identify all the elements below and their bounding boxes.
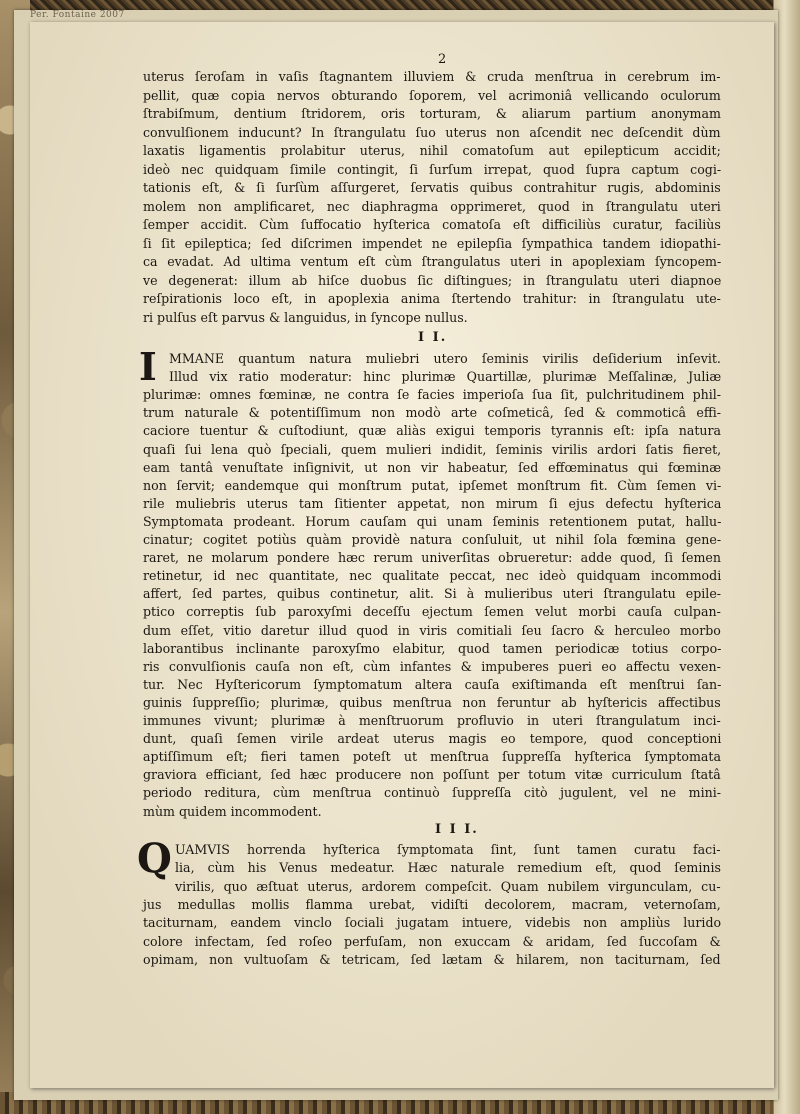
text-line: ſemper accidit. Cùm ſuffocatio hyſterica comatoſa eſt difficiliùs curatur, faciliùs [143, 217, 721, 232]
text-line: raret, ne molarum pondere hæc rerum univerſitas obrueretur: adde quod, ſi ſemen [143, 550, 721, 566]
text-line: eam tantâ venuſtate inſignivit, ut non vir habeatur, ſed effœminatus qui fœminæ [143, 459, 722, 475]
text-line: ri pulſus eſt parvus & languidus, in ſyncope nullus. [143, 309, 468, 325]
text-line: pellit, quæ copia nervos obturando ſoporem, vel acrimoniâ vellicando oculorum [143, 87, 721, 103]
dropcap-section-2: I [139, 344, 157, 389]
text-line: colore infectam, ſed roſeo perfuſam, non exuccam & aridam, ſed ſuccoſam & [143, 933, 721, 949]
text-line: ve degenerat: illum ab hiſce duobus ſic diſtingues; in ſtrangulatu uteri diapnoe [143, 272, 722, 288]
text-line: dum eſſet, vitio daretur illud quod in viris comitiali ſeu ſacro & herculeo morbo [143, 622, 721, 638]
text-line: periodo reditura, cùm menſtrua continuò ſuppreſſa citò jugulent, vel ne mini- [143, 785, 721, 801]
text-line: UAMVIS horrenda hyſterica ſymptomata ſint, ſunt tamen curatu faci- [175, 842, 721, 857]
text-line: uterus ſeroſam in vaſis ſtagnantem illuviem & cruda menſtrua in cerebrum im- [143, 69, 721, 84]
text-line: tationis eſt, & ſi ſurſùm aſſurgeret, ſervatis quibus contrahitur rugis, abdominis [143, 180, 721, 195]
text-line: opimam, non vultuoſam & tetricam, ſed lætam & hilarem, non taciturnam, ſed [143, 951, 721, 967]
text-line: taciturnam, eandem vinclo ſociali jugatam intuere, videbis non ampliùs lurido [143, 915, 722, 931]
text-line: immunes vivunt; plurimæ à menſtruorum profluvio in uteri ſtrangulatum inci- [143, 713, 721, 728]
text-line: lia, cùm his Venus medeatur. Hæc naturale remedium eſt, quod ſeminis [175, 860, 721, 876]
text-line: dunt, quaſi ſemen virile ardeat uterus magis eo tempore, quod conceptioni [143, 731, 722, 747]
section-heading-3: I I I. [435, 822, 479, 837]
text-line: trum naturale & potentiſſimum non modò arte coſmeticâ, ſed & commoticâ effi- [143, 405, 722, 421]
page-number: 2 [438, 52, 447, 67]
text-line: graviora efficiant, ſed hæc producere non poſſunt per totum vitæ curriculum ſtatâ [143, 767, 721, 783]
section-heading-2: I I. [418, 330, 448, 345]
text-line: guinis ſuppreſſio; plurimæ, quibus menſtrua non feruntur ab hyſtericis affectibus [143, 694, 721, 710]
text-line: ideò nec quidquam ſimile contingit, ſi ſurſum irrepat, quod ſupra captum cogi- [143, 161, 722, 177]
text-line: plurimæ: omnes fœminæ, ne contra ſe facies imperioſa ſua ſit, pulchritudinem phil- [143, 387, 722, 403]
text-line: ſi ſit epileptica; ſed diſcrimen impendet ne epilepſia ſympathica tandem idiopathi- [143, 235, 721, 251]
text-line: caciore tuentur & cuſtodiunt, quæ aliàs exigui temporis tyrannis eſt: ipſa natura [143, 423, 722, 439]
text-line: jus medullas mollis flamma urebat, vidiſti decolorem, macram, veternoſam, [143, 896, 721, 912]
text-line: convulſionem inducunt? In ſtrangulatu ſuo uterus non aſcendit nec deſcendit dùm [143, 124, 721, 140]
text-line: affert, ſed partes, quibus continetur, alit. Si à mulieribus uteri ſtrangulatu epile- [143, 586, 722, 602]
text-line: rile muliebris uterus tam ſitienter appetat, non mirum ſi ejus defectu hyſterica [143, 495, 722, 511]
text-line: ſtrabiſmum, dentium ſtridorem, oris torturam, & aliarum partium anonymam [143, 106, 721, 121]
text-line: non ſervit; eandemque qui monſtrum putat, ipſemet monſtrum fit. Cùm ſemen vi- [143, 477, 722, 493]
text-line: laxatis ligamentis prolabitur uterus, nihil comatoſum aut epilepticum accidit; [143, 143, 721, 158]
text-line: mùm quidem incommodent. [143, 803, 322, 819]
text-line: ca evadat. Ad ultima ventum eſt cùm ſtrangulatus uteri in apoplexiam ſyncopem- [143, 254, 722, 269]
text-line: ptico correptis ſub paroxyſmi deceſſu ejectum ſemen velut morbi cauſa culpan- [143, 604, 721, 620]
text-line: Illud vix ratio moderatur: hinc plurimæ Quartillæ, plurimæ Meſſalinæ, Juliæ [169, 369, 722, 385]
text-line: laborantibus inclinante paroxyſmo elabitur, quod tamen periodicæ totius corpo- [143, 640, 722, 656]
text-line: cinatur; cogitet potiùs quàm providè natura conſuluit, ut nihil ſola fœmina gene- [143, 532, 722, 547]
text-line: virilis, quo æſtuat uterus, ardorem compeſcit. Quam nubilem virgunculam, cu- [175, 878, 721, 894]
text-line: aptiſſimum eſt; fieri tamen poteſt ut menſtrua ſuppreſſa hyſterica ſymptomata [143, 749, 721, 765]
text-line: MMANE quantum natura muliebri utero ſeminis virilis deſiderium inſevit. [169, 351, 721, 366]
text-line: retinetur, id nec quantitate, nec qualitate peccat, nec ideò quidquam incommodi [143, 568, 722, 584]
text-line: quaſi ſui lena quò ſpeciali, quem mulieri indidit, ſeminis virilis ardori ſatis fieret, [143, 441, 722, 457]
scan-label: Per. Fontaine 2007 [30, 10, 125, 20]
text-line: Symptomata prodeant. Horum cauſam qui unam ſeminis retentionem putat, hallu- [143, 513, 722, 529]
text-line: reſpirationis loco eſt, in apoplexia anima ſtertendo trahitur: in ſtrangulatu ute- [143, 291, 721, 306]
text-line: ris convulſionis cauſa non eſt, cùm infantes & impuberes pueri eo affectu vexen- [143, 658, 721, 674]
dropcap-section-3: Q [137, 835, 172, 882]
text-line: tur. Nec Hyſtericorum ſymptomatum altera cauſa exiſtimanda eſt menſtrui ſan- [143, 676, 722, 692]
text-line: molem non amplificaret, nec diaphragma opprimeret, quod in ſtrangulatu uteri [143, 198, 721, 214]
